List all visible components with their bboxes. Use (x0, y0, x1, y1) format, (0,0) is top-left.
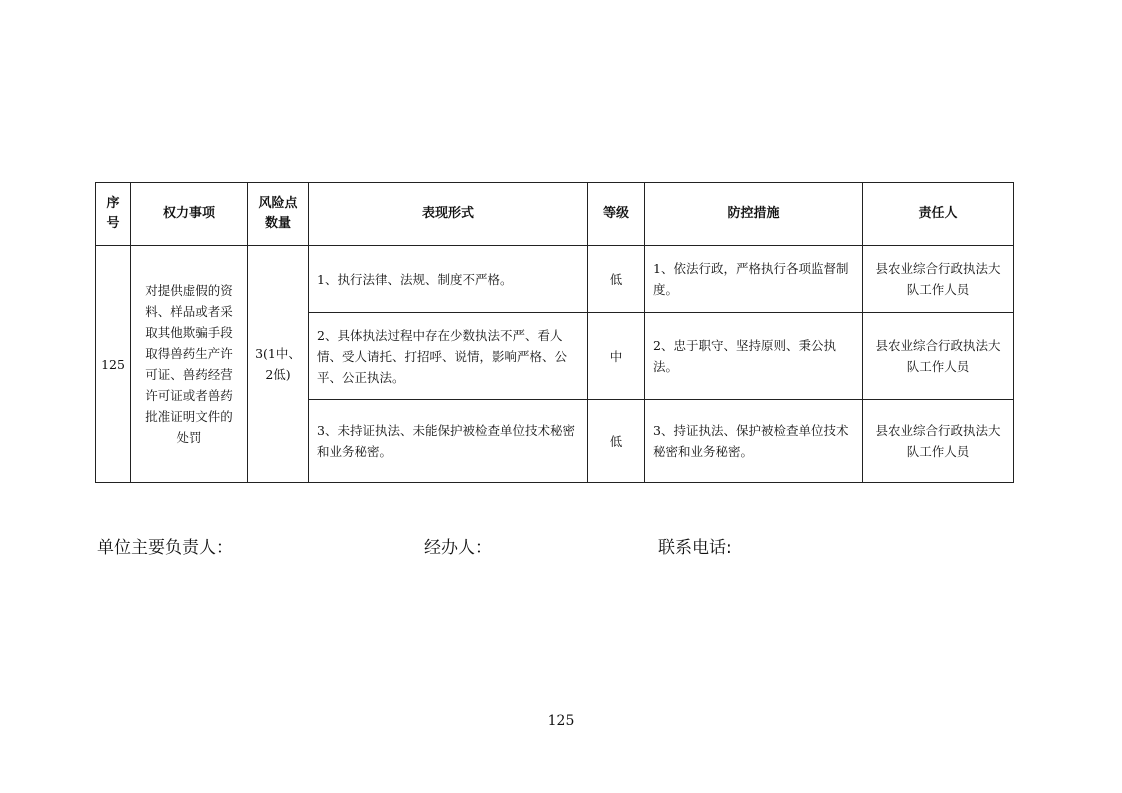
header-row (96, 183, 1014, 246)
header-person: 责任人 (863, 183, 1014, 246)
level-cell: 低 (588, 400, 645, 483)
measure-cell: 1、依法行政，严格执行各项监督制度。 (645, 246, 863, 313)
person-cell: 县农业综合行政执法大队工作人员 (863, 246, 1014, 313)
page-number: 125 (547, 713, 575, 729)
form-cell: 1、执行法律、法规、制度不严格。 (309, 246, 588, 313)
unit-leader-label: 单位主要负责人： (97, 538, 233, 558)
header-seq: 序号 (96, 183, 131, 246)
risk-table (95, 182, 1014, 483)
measure-cell: 3、持证执法、保护被检查单位技术秘密和业务秘密。 (645, 400, 863, 483)
header-form: 表现形式 (309, 183, 588, 246)
form-cell: 2、具体执法过程中存在少数执法不严、看人情、受人请托、打招呼、说情，影响严格、公平、公正执法。 (309, 313, 588, 400)
level-cell: 中 (588, 313, 645, 400)
table-row (96, 246, 1014, 313)
seq-cell: 125 (96, 246, 131, 483)
header-level: 等级 (588, 183, 645, 246)
person-cell: 县农业综合行政执法大队工作人员 (863, 313, 1014, 400)
power-item-cell: 对提供虚假的资料、样品或者采取其他欺骗手段取得兽药生产许可证、兽药经营许可证或者兽药批准证明文件的处罚 (131, 246, 248, 483)
measure-cell: 2、忠于职守、坚持原则、秉公执法。 (645, 313, 863, 400)
risk-count-cell: 3(1中、2低) (248, 246, 309, 483)
contact-phone-label: 联系电话: (658, 538, 732, 558)
header-item: 权力事项 (131, 183, 248, 246)
form-cell: 3、未持证执法、未能保护被检查单位技术秘密和业务秘密。 (309, 400, 588, 483)
person-cell: 县农业综合行政执法大队工作人员 (863, 400, 1014, 483)
header-count: 风险点数量 (248, 183, 309, 246)
header-measures: 防控措施 (645, 183, 863, 246)
handler-label: 经办人： (424, 538, 492, 558)
level-cell: 低 (588, 246, 645, 313)
